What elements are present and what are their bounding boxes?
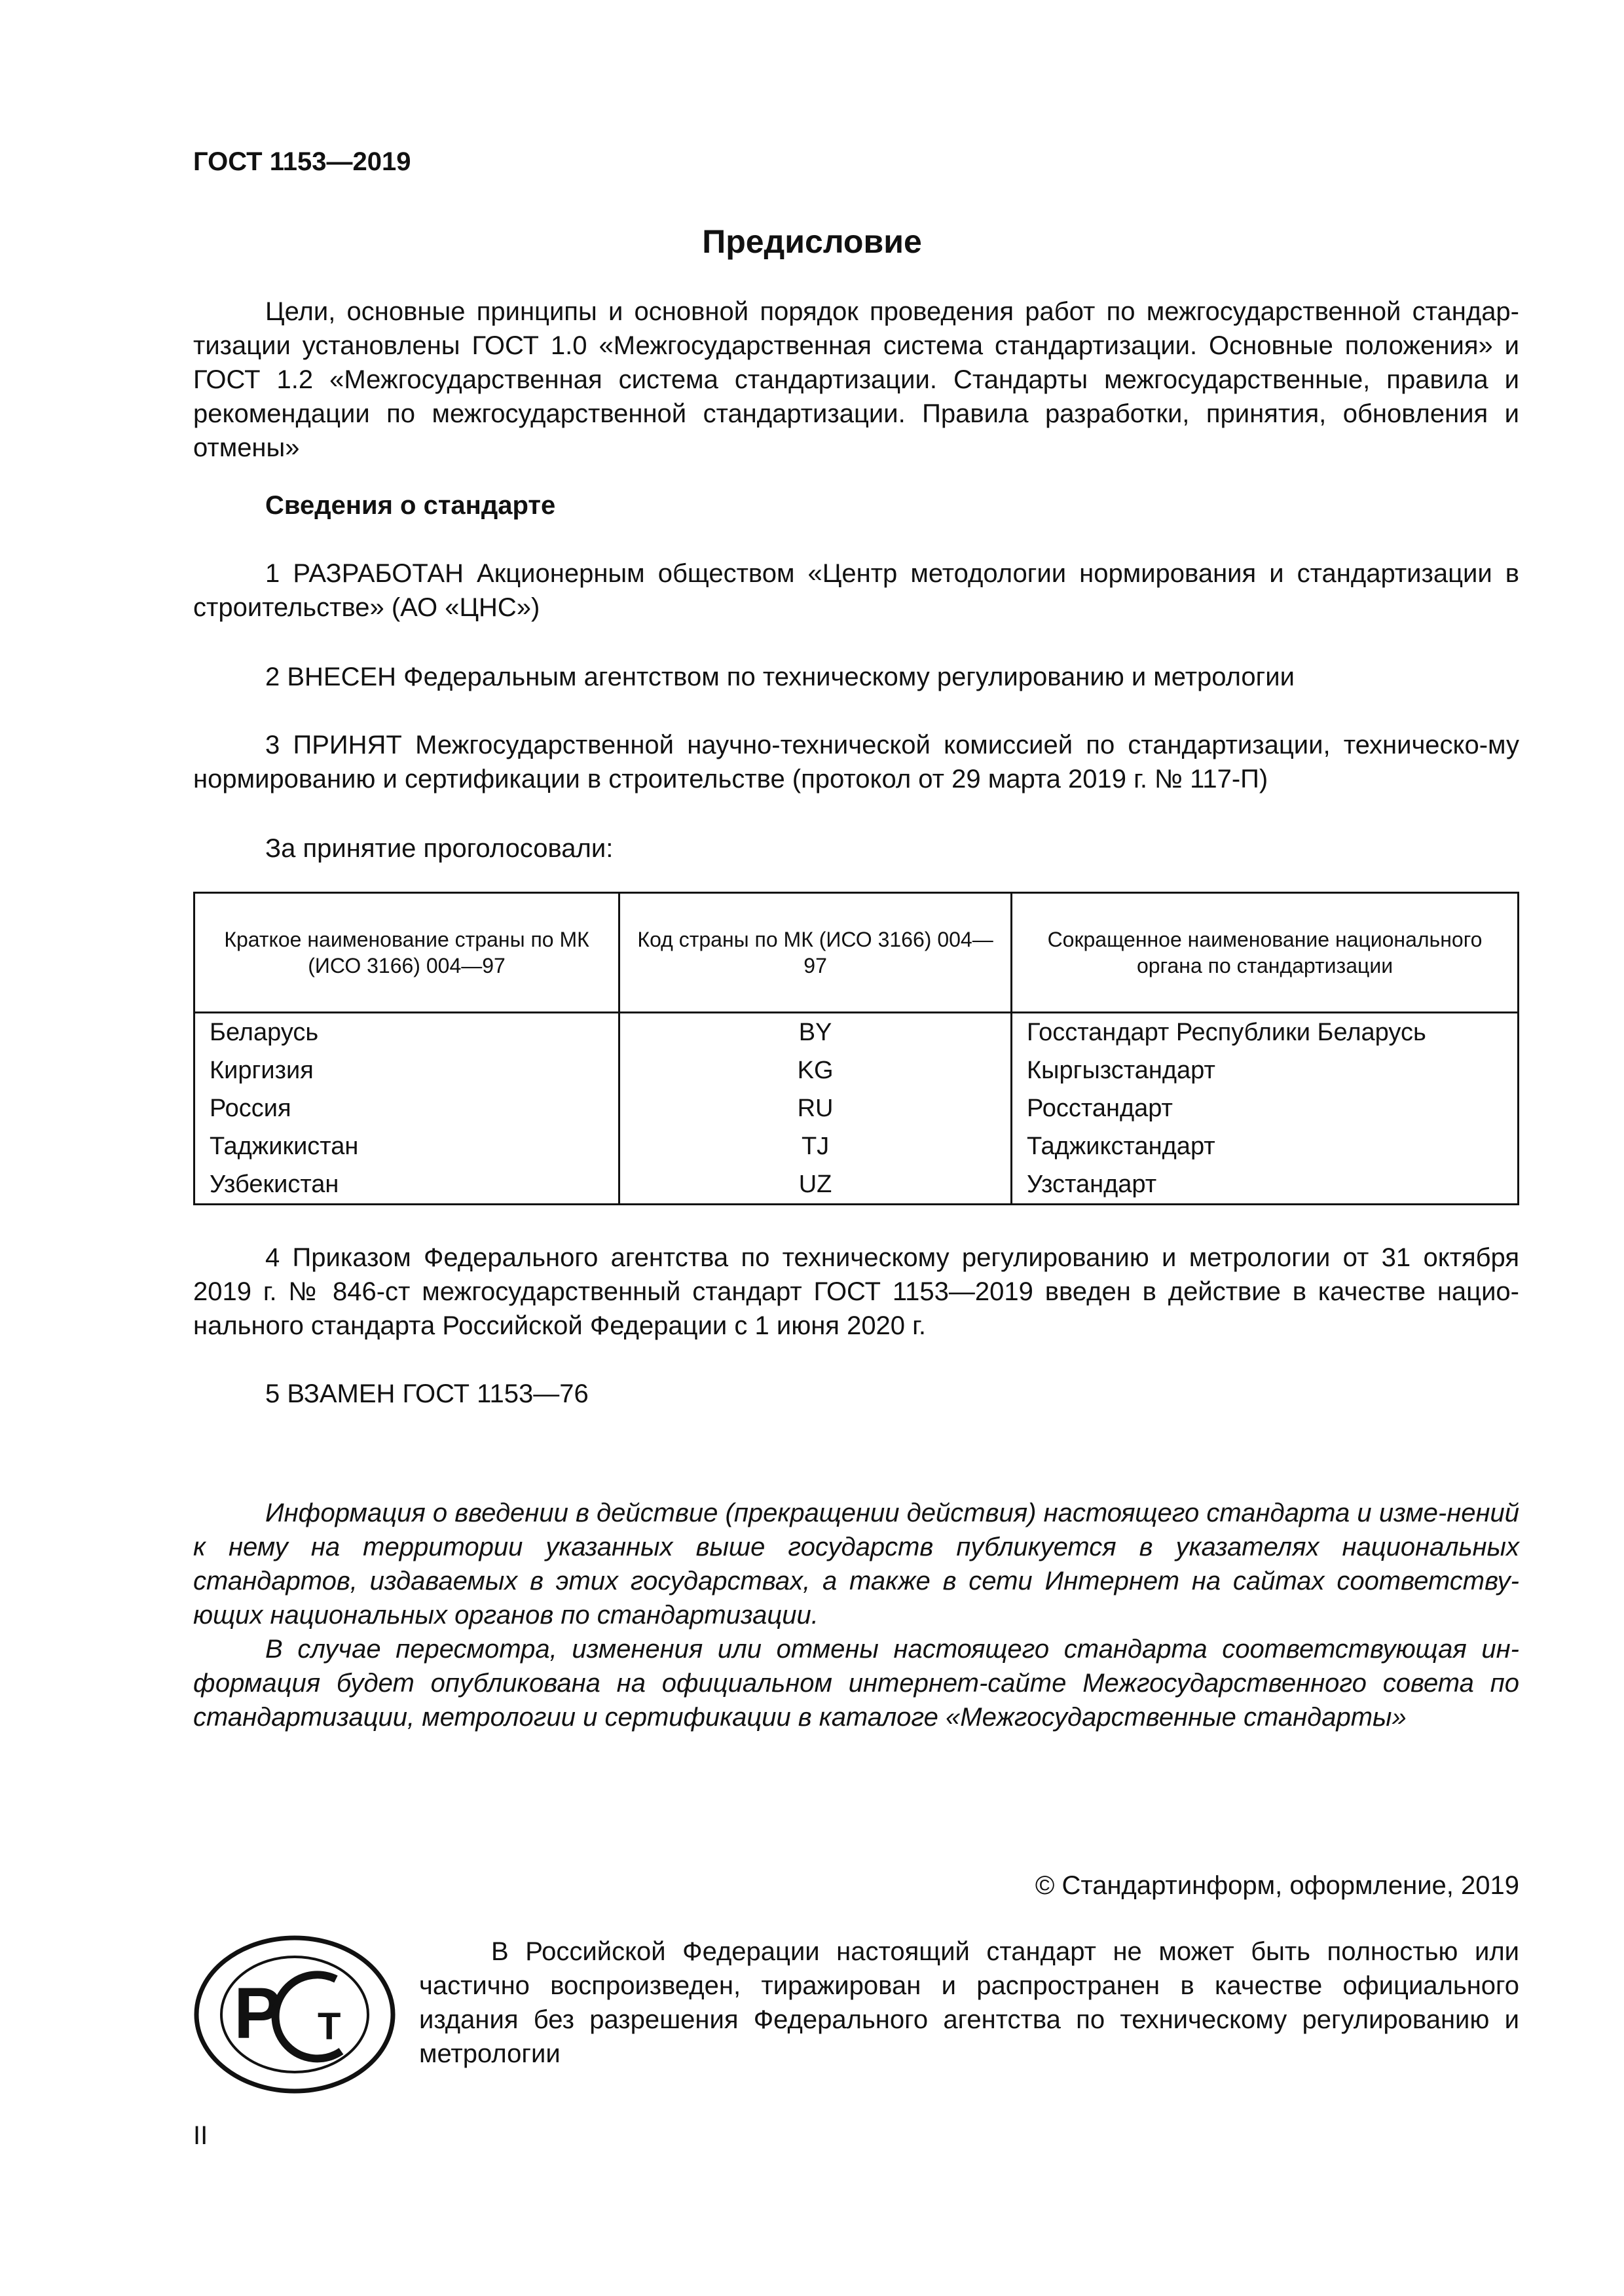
table-cell-code: RU xyxy=(619,1089,1012,1127)
table-cell-body: Госстандарт Республики Беларусь xyxy=(1012,1013,1519,1052)
table-cell-body: Узстандарт xyxy=(1012,1165,1519,1205)
item-3: 3 ПРИНЯТ Межгосударственной научно-технической комиссией по стандартизации, техническо-му нормированию и сертификации в строительстве (протокол от 29 марта 2019 г. № 117-П) xyxy=(193,731,1519,793)
logo-letter-t: Т xyxy=(318,2005,341,2048)
table-cell-code: UZ xyxy=(619,1165,1012,1205)
intro-paragraph: Цели, основные принципы и основной порядок проведения работ по межгосударственной стандар-тизации установлены ГОСТ 1.0 «Межгосударственная система стандартизации. Основные положения» и ГОСТ 1.2 «Межгосударственная система стандартизации. Стандарты межгосударственные, правила и рекомендации по межгосударственной стандартизации. Правила разработки, принятия, обновления и отмены» xyxy=(193,297,1519,462)
item-5: 5 ВЗАМЕН ГОСТ 1153—76 xyxy=(265,1379,589,1408)
note-introduction: Информация о введении в действие (прекращении действия) настоящего стандарта и изме-нений к нему на территории указанных выше государств публикуется в указателях национальных стандартов, издаваемых в этих государствах, а также в сети Интернет на сайтах соответству-ющих национальных органов по стандартизации. xyxy=(193,1499,1519,1630)
table-header-body: Сокращенное наименование национального органа по стандартизации xyxy=(1012,893,1519,1013)
copyright-line: © Стандартинформ, оформление, 2019 xyxy=(1035,1871,1519,1900)
table-header-country: Краткое наименование страны по МК (ИСО 3166) 004—97 xyxy=(194,893,619,1013)
table-cell-country: Беларусь xyxy=(194,1013,619,1052)
section-subheading: Сведения о стандарте xyxy=(265,491,556,520)
document-code: ГОСТ 1153—2019 xyxy=(193,147,411,176)
table-row xyxy=(194,1165,1519,1205)
voting-table xyxy=(193,892,1519,1205)
rst-logo-icon xyxy=(193,1935,396,2095)
table-row xyxy=(194,1051,1519,1089)
table-cell-code: BY xyxy=(619,1013,1012,1052)
table-row xyxy=(194,1089,1519,1127)
table-cell-country: Узбекистан xyxy=(194,1165,619,1205)
table-cell-country: Таджикистан xyxy=(194,1127,619,1165)
note-revision: В случае пересмотра, изменения или отмены настоящего стандарта соответствующая ин-формация будет опубликована на официальном интернет-сайте Межгосударственного совета по стандартизации, метрологии и сертификации в каталоге «Межгосударственные стандарты» xyxy=(193,1635,1519,1732)
page-title: Предисловие xyxy=(702,223,922,260)
table-cell-body: Кыргызстандарт xyxy=(1012,1051,1519,1089)
table-row xyxy=(194,1013,1519,1052)
table-header-code: Код страны по МК (ИСО 3166) 004—97 xyxy=(619,893,1012,1013)
legal-notice: В Российской Федерации настоящий стандарт не может быть полностью или частично воспроизведен, тиражирован и распространен в качестве официального издания без разрешения Федерального агентства по техническому регулированию и метрологии xyxy=(419,1937,1519,2068)
table-row xyxy=(194,1127,1519,1165)
table-cell-country: Россия xyxy=(194,1089,619,1127)
page-number: II xyxy=(193,2121,208,2150)
table-cell-body: Таджикстандарт xyxy=(1012,1127,1519,1165)
table-cell-code: KG xyxy=(619,1051,1012,1089)
table-cell-body: Росстандарт xyxy=(1012,1089,1519,1127)
item-4: 4 Приказом Федерального агентства по техническому регулированию и метрологии от 31 октября 2019 г. № 846-ст межгосударственный стандарт ГОСТ 1153—2019 введен в действие в качестве нацио-нального стандарта Российской Федерации с 1 июня 2020 г. xyxy=(193,1243,1519,1340)
item-1: 1 РАЗРАБОТАН Акционерным обществом «Центр методологии нормирования и стандартизации в строительстве» (АО «ЦНС») xyxy=(193,559,1519,622)
table-cell-code: TJ xyxy=(619,1127,1012,1165)
voted-label: За принятие проголосовали: xyxy=(265,834,614,863)
item-2: 2 ВНЕСЕН Федеральным агентством по техническому регулированию и метрологии xyxy=(265,663,1295,691)
logo-letter-p: Р xyxy=(234,1973,282,2054)
table-header-row xyxy=(194,893,1519,1013)
table-cell-country: Киргизия xyxy=(194,1051,619,1089)
